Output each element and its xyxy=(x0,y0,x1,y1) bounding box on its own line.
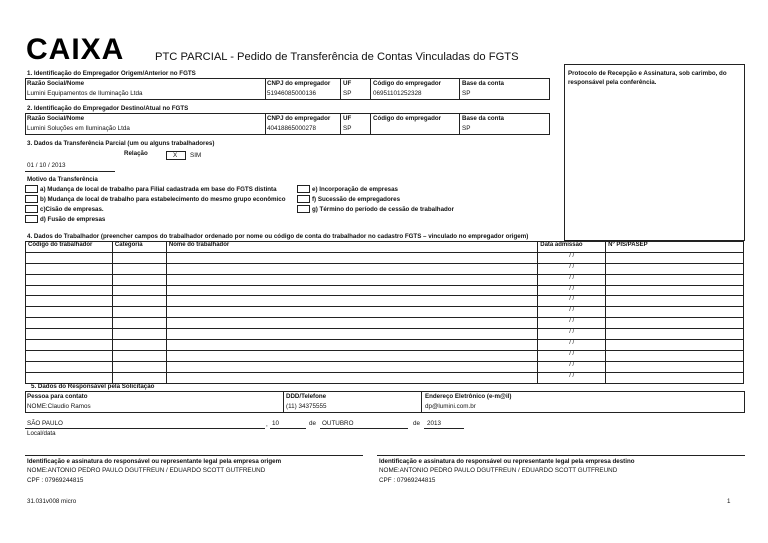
footer-code: 31.031v008 micro xyxy=(27,498,77,505)
relation-label: Relação xyxy=(124,150,148,157)
table-cell[interactable] xyxy=(166,361,537,372)
contact-label: Pessoa para contato xyxy=(27,393,88,400)
table-cell[interactable] xyxy=(26,274,113,285)
table-cell[interactable] xyxy=(166,307,537,318)
table-row xyxy=(26,361,744,372)
caixa-logo: CAIXA xyxy=(26,33,125,66)
protocol-box xyxy=(564,64,745,241)
workers-header-row xyxy=(26,242,744,253)
s2-code-label: Código do empregador xyxy=(373,115,442,122)
s2-base-label: Base da conta xyxy=(462,115,504,122)
s1-name-label: Razão Social/Nome xyxy=(27,80,85,87)
s1-base-value: SP xyxy=(462,90,471,97)
table-cell[interactable]: / / xyxy=(538,274,606,285)
section4-heading: 4. Dados do Trabalhador (preencher campos do trabalhador ordenado por nome ou código de conta do trabalhador no cadastro FGTS – vinculado no empregador origem) xyxy=(27,233,529,240)
table-row xyxy=(26,274,744,285)
email-value: dp@lumini.com.br xyxy=(425,403,476,410)
table-cell[interactable] xyxy=(606,350,744,361)
table-cell[interactable] xyxy=(26,307,113,318)
place-day: 10 xyxy=(272,420,280,427)
table-cell[interactable]: / / xyxy=(538,340,606,351)
motive-heading: Motivo da Transferência xyxy=(27,176,98,183)
table-cell[interactable]: / / xyxy=(538,296,606,307)
place-city: SÃO PAULO xyxy=(27,420,63,427)
table-cell[interactable] xyxy=(606,296,744,307)
table-cell[interactable] xyxy=(26,318,113,329)
col-code: Código do trabalhador xyxy=(26,242,113,253)
s2-uf-value: SP xyxy=(343,125,352,132)
motive-d-checkbox[interactable] xyxy=(25,215,38,223)
table-cell[interactable]: / / xyxy=(538,285,606,296)
section2-heading: 2. Identificação do Empregador Destino/Atual no FGTS xyxy=(27,105,189,112)
motive-c-checkbox[interactable] xyxy=(25,205,38,213)
s1-uf-label: UF xyxy=(343,80,352,87)
section3-heading: 3. Dados da Transferência Parcial (um ou alguns trabalhadores) xyxy=(27,140,215,147)
s1-base-label: Base da conta xyxy=(462,80,504,87)
table-cell[interactable] xyxy=(606,274,744,285)
comma: , xyxy=(266,421,268,428)
relation-value: SIM xyxy=(190,152,202,159)
table-row xyxy=(26,350,744,361)
table-cell[interactable] xyxy=(112,329,166,340)
table-cell[interactable] xyxy=(26,296,113,307)
table-cell[interactable] xyxy=(606,263,744,274)
table-cell[interactable] xyxy=(112,285,166,296)
form-title: PTC PARCIAL - Pedido de Transferência de Contas Vinculadas do FGTS xyxy=(155,51,519,63)
table-cell[interactable] xyxy=(112,274,166,285)
table-cell[interactable]: / / xyxy=(538,329,606,340)
s2-name-label: Razão Social/Nome xyxy=(27,115,85,122)
table-cell[interactable] xyxy=(606,285,744,296)
table-cell[interactable] xyxy=(166,318,537,329)
s2-name-value: Lumini Soluções em Iluminação Ltda xyxy=(27,125,130,132)
table-cell[interactable] xyxy=(26,329,113,340)
motive-g-label: g) Término do período de cessão de trabalhador xyxy=(312,206,454,213)
motive-c-label: c)Cisão de empresas. xyxy=(40,206,104,213)
table-cell[interactable] xyxy=(166,350,537,361)
table-cell[interactable] xyxy=(166,274,537,285)
motive-f-checkbox[interactable] xyxy=(297,195,310,203)
table-cell[interactable] xyxy=(112,350,166,361)
place-month: OUTUBRO xyxy=(322,420,354,427)
s1-name-value: Lumini Equipamentos de Iluminação Ltda xyxy=(27,90,143,97)
table-cell[interactable] xyxy=(112,307,166,318)
table-row xyxy=(26,263,744,274)
table-cell[interactable] xyxy=(26,372,113,383)
motive-b-label: b) Mudança de local de trabalho para estabelecimento do mesmo grupo econômico xyxy=(40,196,286,203)
table-cell[interactable] xyxy=(166,252,537,263)
sig-left-cpf: CPF : 07969244815 xyxy=(27,477,84,484)
table-cell[interactable]: / / xyxy=(538,350,606,361)
table-row xyxy=(26,318,744,329)
table-cell[interactable] xyxy=(166,285,537,296)
col-category: Categoria xyxy=(112,242,166,253)
sig-left-name: NOME:ANTONIO PEDRO PAULO DGUTFREUN / EDUARDO SCOTT GUTFREUND xyxy=(27,467,266,474)
sig-right-label: Identificação e assinatura do responsável ou representante legal pela empresa destino xyxy=(379,458,635,465)
table-cell[interactable]: / / xyxy=(538,307,606,318)
table-cell[interactable]: / / xyxy=(538,263,606,274)
s2-base-value: SP xyxy=(462,125,471,132)
motive-d-label: d) Fusão de empresas xyxy=(40,216,106,223)
table-cell[interactable] xyxy=(26,361,113,372)
s1-code-value: 06951101252328 xyxy=(373,90,422,97)
table-cell[interactable] xyxy=(26,350,113,361)
phone-label: DDD/Telefone xyxy=(286,393,327,400)
s2-cnpj-value: 40418865000278 xyxy=(267,125,317,132)
motive-b-checkbox[interactable] xyxy=(25,195,38,203)
s1-cnpj-label: CNPJ do empregador xyxy=(267,80,331,87)
place-label: Local/data xyxy=(27,430,56,437)
table-cell[interactable] xyxy=(166,340,537,351)
s1-code-label: Código do empregador xyxy=(373,80,442,87)
table-row xyxy=(26,252,744,263)
s1-uf-value: SP xyxy=(343,90,352,97)
table-cell[interactable] xyxy=(112,361,166,372)
s1-cnpj-value: 51946085000136 xyxy=(267,90,317,97)
table-cell[interactable]: / / xyxy=(538,361,606,372)
table-cell[interactable] xyxy=(166,296,537,307)
table-cell[interactable] xyxy=(606,340,744,351)
table-cell[interactable] xyxy=(112,263,166,274)
table-row xyxy=(26,307,744,318)
sig-right-name: NOME:ANTONIO PEDRO PAULO DGUTFREUN / EDUARDO SCOTT GUTFREUND xyxy=(379,467,618,474)
table-cell[interactable] xyxy=(112,372,166,383)
workers-table xyxy=(25,241,744,384)
table-cell[interactable] xyxy=(166,263,537,274)
table-cell[interactable] xyxy=(606,252,744,263)
phone-value: (11) 34375555 xyxy=(286,403,327,410)
table-cell[interactable] xyxy=(112,252,166,263)
table-cell[interactable]: / / xyxy=(538,252,606,263)
page-number: 1 xyxy=(727,498,731,505)
relation-mark: X xyxy=(173,152,178,159)
col-admission: Data admissão xyxy=(538,242,606,253)
table-cell[interactable] xyxy=(112,296,166,307)
table-row xyxy=(26,372,744,383)
table-cell[interactable] xyxy=(166,372,537,383)
section5-heading: 5. Dados do Responsável pela Solicitação xyxy=(31,383,155,390)
table-cell[interactable] xyxy=(112,340,166,351)
table-cell[interactable]: / / xyxy=(538,372,606,383)
col-pis: Nº PIS/PASEP xyxy=(606,242,744,253)
table-cell[interactable] xyxy=(606,361,744,372)
table-row xyxy=(26,285,744,296)
table-cell[interactable] xyxy=(26,252,113,263)
table-cell[interactable] xyxy=(26,340,113,351)
table-cell[interactable] xyxy=(606,307,744,318)
section5-box xyxy=(25,391,745,413)
section1-heading: 1. Identificação do Empregador Origem/Anterior no FGTS xyxy=(27,70,196,77)
table-cell[interactable] xyxy=(606,318,744,329)
table-cell[interactable] xyxy=(606,329,744,340)
table-cell[interactable] xyxy=(606,372,744,383)
table-row xyxy=(26,329,744,340)
sig-right-cpf: CPF : 07969244815 xyxy=(379,477,436,484)
protocol-label: Protocolo de Recepção e Assinatura, sob carimbo, do responsável pela conferência. xyxy=(568,70,727,86)
table-row xyxy=(26,340,744,351)
contact-value: NOME:Claudio Ramos xyxy=(27,403,91,410)
table-cell[interactable] xyxy=(26,285,113,296)
place-de2: de xyxy=(413,420,421,427)
motive-e-checkbox[interactable] xyxy=(297,185,310,193)
motive-e-label: e) Incorporação de empresas xyxy=(312,186,398,193)
table-cell[interactable] xyxy=(112,318,166,329)
table-cell[interactable] xyxy=(166,329,537,340)
motive-a-label: a) Mudança de local de trabalho para Filial cadastrada em base do FGTS distinta xyxy=(40,186,277,193)
s2-cnpj-label: CNPJ do empregador xyxy=(267,115,331,122)
transfer-date: 01 / 10 / 2013 xyxy=(27,162,66,169)
sig-left-label: Identificação e assinatura do responsável ou representante legal pela empresa origem xyxy=(27,458,282,465)
s2-uf-label: UF xyxy=(343,115,352,122)
place-de1: de xyxy=(309,420,317,427)
motive-a-checkbox[interactable] xyxy=(25,185,38,193)
place-year: 2013 xyxy=(427,420,442,427)
motive-g-checkbox[interactable] xyxy=(297,205,310,213)
table-cell[interactable] xyxy=(26,263,113,274)
motive-f-label: f) Sucessão de empregadores xyxy=(312,196,401,203)
email-label: Endereço Eletrônico (e-m@il) xyxy=(425,393,512,400)
table-cell[interactable]: / / xyxy=(538,318,606,329)
col-name: Nome do trabalhador xyxy=(166,242,537,253)
table-row xyxy=(26,296,744,307)
